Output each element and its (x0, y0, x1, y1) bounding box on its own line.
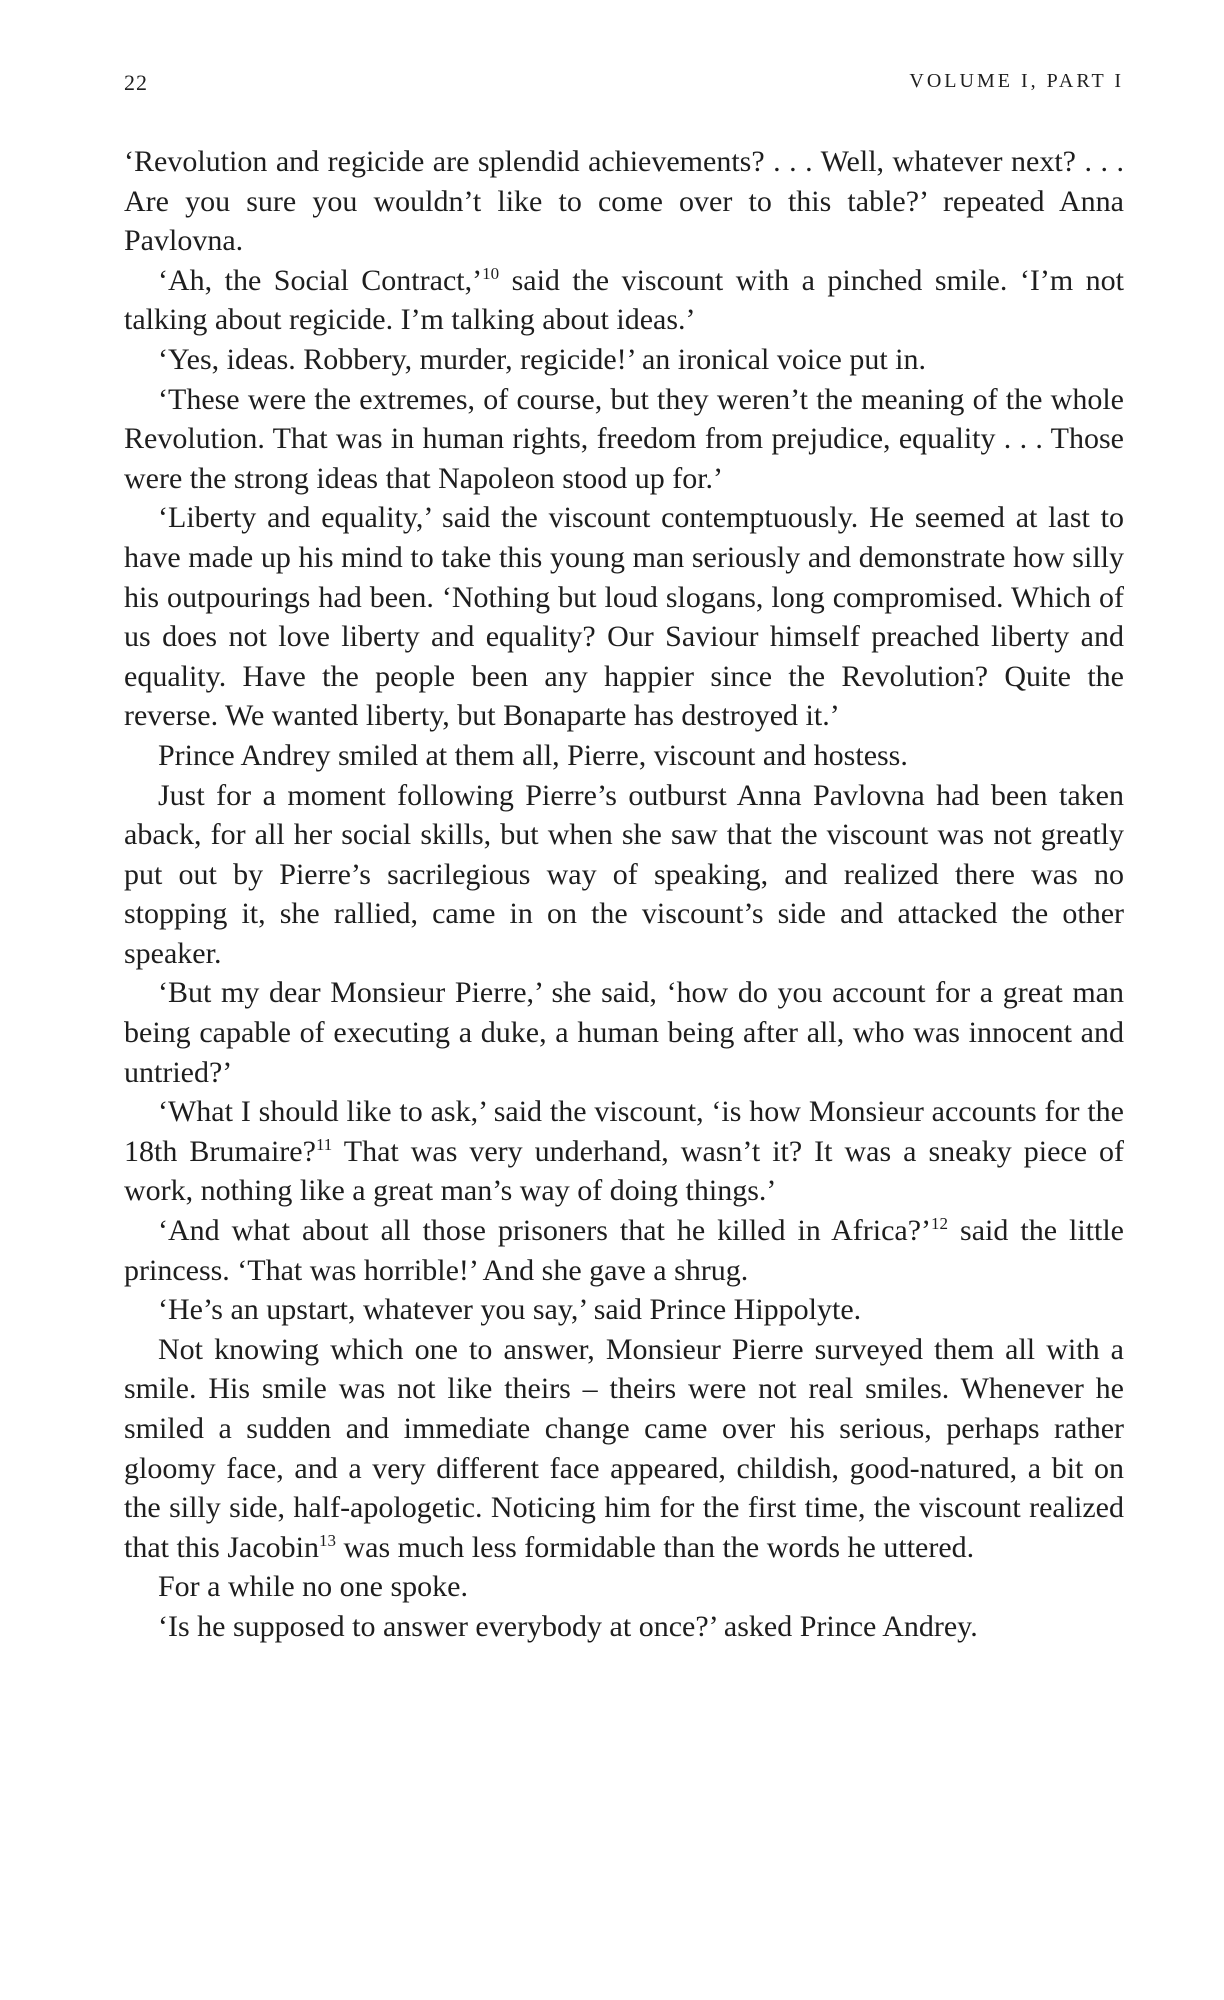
page-number: 22 (124, 70, 148, 95)
text-run: For a while no one spoke. (158, 1570, 468, 1604)
text-run: ‘Ah, the Social Contract,’ (158, 263, 483, 297)
text-run: ‘Yes, ideas. Robbery, murder, regicide!’ an ironical voice put in. (158, 342, 927, 376)
text-run: Not knowing which one to answer, Monsieur Pierre surveyed them all with a smile. His smile was not like theirs – theirs were not real smiles. Whenever he smiled a sudden and immediate change came over his serious, perhaps rather gloomy face, and a very different face appeared, childish, good-natured, a bit on the silly side, half-apologetic. Noticing him for the first time, the viscount realized that this Jacobin (124, 1332, 1124, 1564)
paragraph (124, 1290, 1124, 1330)
text-run: said the viscount with a pinched smile. ‘I’m not talking about regicide. I’m talking about ideas.’ (124, 263, 1124, 337)
text-run: ‘Is he supposed to answer everybody at once?’ asked Prince Andrey. (158, 1609, 978, 1643)
paragraph (124, 1330, 1124, 1568)
text-run: was much less formidable than the words he uttered. (335, 1530, 975, 1564)
paragraph (124, 973, 1124, 1092)
book-page (124, 70, 1124, 1647)
paragraph (124, 142, 1124, 261)
paragraph (124, 498, 1124, 736)
paragraph (124, 736, 1124, 776)
footnote-reference: 13 (318, 1530, 336, 1550)
text-run: said the little princess. ‘That was horrible!’ And she gave a shrug. (124, 1214, 1124, 1287)
text-run: ‘He’s an upstart, whatever you say,’ said Prince Hippolyte. (158, 1293, 862, 1327)
text-run: Prince Andrey smiled at them all, Pierre, viscount and hostess. (158, 738, 908, 772)
paragraph (124, 776, 1124, 974)
text-run: ‘Revolution and regicide are splendid achievements? . . . Well, whatever next? . . . Are you sure you wouldn’t like to come over to this table?’ repeated Anna Pavlovna. (124, 145, 1124, 258)
text-run: ‘What I should like to ask,’ said the viscount, ‘is how Monsieur accounts for the 18th Brumaire? (124, 1095, 1124, 1168)
footnote-reference: 12 (931, 1214, 949, 1234)
text-run: ‘These were the extremes, of course, but they weren’t the meaning of the whole Revolution. That was in human rights, freedom from prejudice, equality . . . Those were the strong ideas that Napoleon stood up for.’ (124, 382, 1124, 495)
paragraph (124, 380, 1124, 499)
paragraph (124, 1607, 1124, 1647)
footnote-reference: 10 (482, 263, 500, 283)
text-run: That was very underhand, wasn’t it? It was a sneaky piece of work, nothing like a great man’s way of doing things.’ (124, 1134, 1124, 1208)
text-run: ‘And what about all those prisoners that he killed in Africa?’ (158, 1214, 932, 1248)
running-head (124, 70, 1124, 110)
text-run: ‘Liberty and equality,’ said the viscount contemptuously. He seemed at last to have made up his mind to take this young man seriously and demonstrate how silly his outpourings had been. ‘Nothing but loud slogans, long compromised. Which of us does not love liberty and equality? Our Saviour himself preached liberty and equality. Have the people been any happier since the Revolution? Quite the reverse. We wanted liberty, but Bonaparte has destroyed it.’ (124, 501, 1124, 733)
body-text (124, 142, 1124, 1647)
paragraph (124, 1211, 1124, 1290)
footnote-reference: 11 (315, 1134, 333, 1154)
paragraph (124, 1567, 1124, 1607)
paragraph (124, 261, 1124, 340)
running-title: VOLUME I, PART I (909, 70, 1124, 92)
text-run: ‘But my dear Monsieur Pierre,’ she said, ‘how do you account for a great man being capable of executing a duke, a human being after all, who was innocent and untried?’ (124, 976, 1124, 1089)
paragraph (124, 340, 1124, 380)
text-run: Just for a moment following Pierre’s outburst Anna Pavlovna had been taken aback, for all her social skills, but when she saw that the viscount was not greatly put out by Pierre’s sacrilegious way of speaking, and realized there was no stopping it, she rallied, came in on the viscount’s side and attacked the other speaker. (124, 778, 1124, 970)
paragraph (124, 1092, 1124, 1211)
